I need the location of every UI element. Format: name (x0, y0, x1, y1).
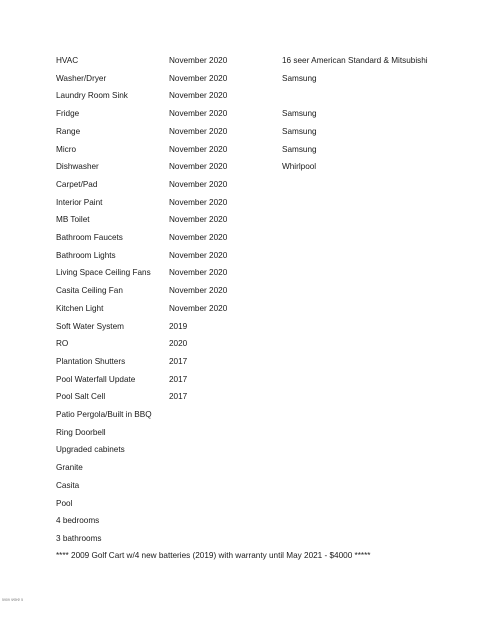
list-item (0, 496, 480, 512)
item-name: HVAC (56, 56, 79, 65)
item-name: Granite (56, 463, 83, 473)
list-item (0, 106, 480, 122)
list-item (0, 283, 480, 299)
item-name: Casita (56, 480, 80, 490)
item-date: November 2020 (169, 162, 228, 172)
list-item (0, 301, 480, 317)
item-name: Bathroom Faucets (56, 233, 123, 242)
list-item (0, 407, 480, 423)
item-date: November 2020 (169, 73, 228, 83)
item-date: November 2020 (169, 233, 228, 242)
item-name: Pool Salt Cell (56, 392, 106, 402)
list-item (0, 478, 480, 494)
list-item (0, 212, 480, 228)
item-date: November 2020 (169, 215, 228, 225)
list-item (0, 71, 480, 87)
item-date: 2020 (169, 339, 188, 349)
item-date: 2017 (169, 374, 188, 384)
item-date: November 2020 (169, 286, 228, 296)
list-item (0, 88, 480, 104)
item-date: 2017 (169, 356, 188, 366)
list-item (0, 513, 480, 529)
item-note: Samsung (282, 73, 317, 83)
item-date: November 2020 (169, 109, 228, 119)
item-date: 2017 (169, 392, 188, 402)
item-date: November 2020 (169, 303, 228, 313)
list-item (0, 354, 480, 370)
item-name: RO (56, 339, 69, 349)
item-date: November 2020 (169, 197, 228, 207)
item-note: 16 seer American Standard & Mitsubishi (282, 56, 428, 65)
item-name: Interior Paint (56, 197, 103, 207)
list-item (0, 425, 480, 441)
item-date: November 2020 (169, 144, 228, 154)
item-name: 3 bathrooms (56, 533, 102, 543)
item-name: Pool (56, 498, 73, 508)
item-name: Soft Water System (56, 321, 124, 331)
item-name: 4 bedrooms (56, 516, 100, 526)
page-footer: 5909 ΨΘΙΦ 5 (2, 598, 24, 602)
item-name: Ring Doorbell (56, 427, 106, 437)
item-date: November 2020 (169, 126, 228, 136)
item-date: 2019 (169, 321, 188, 331)
item-name: Patio Pergola/Built in BBQ (56, 410, 152, 419)
item-name: Casita Ceiling Fan (56, 286, 123, 296)
item-date: November 2020 (169, 268, 228, 278)
list-item (0, 124, 480, 140)
item-date: November 2020 (169, 56, 228, 65)
item-date: November 2020 (169, 91, 228, 101)
list-item (0, 336, 480, 352)
golf-cart-note: **** 2009 Golf Cart w/4 new batteries (2019) with warranty until May 2021 - $4000 ***** (56, 551, 371, 560)
item-name: MB Toilet (56, 215, 90, 225)
item-name: Laundry Room Sink (56, 91, 128, 101)
item-note: Samsung (282, 126, 317, 136)
list-item (0, 248, 480, 264)
item-date: November 2020 (169, 250, 228, 260)
item-note: Samsung (282, 144, 317, 154)
list-item (0, 177, 480, 193)
list-item (0, 53, 480, 69)
list-item (0, 372, 480, 388)
item-name: Micro (56, 144, 77, 154)
list-item (0, 319, 480, 335)
item-name: Fridge (56, 109, 80, 119)
list-item (0, 460, 480, 476)
item-name: Living Space Ceiling Fans (56, 268, 151, 278)
list-item (0, 265, 480, 281)
list-item (0, 195, 480, 211)
list-item (0, 389, 480, 405)
item-name: Dishwasher (56, 162, 99, 172)
item-name: Pool Waterfall Update (56, 374, 136, 384)
list-item (0, 531, 480, 547)
list-item (0, 442, 480, 458)
item-note: Whirlpool (282, 162, 317, 172)
item-date: November 2020 (169, 179, 228, 189)
list-item (0, 159, 480, 175)
item-note: Samsung (282, 109, 317, 119)
item-name: Upgraded cabinets (56, 445, 125, 455)
item-name: Kitchen Light (56, 303, 104, 313)
item-name: Plantation Shutters (56, 356, 126, 366)
list-item (0, 142, 480, 158)
list-item (0, 230, 480, 246)
item-name: Bathroom Lights (56, 250, 116, 260)
item-name: Washer/Dryer (56, 73, 107, 83)
item-name: Range (56, 126, 81, 136)
item-name: Carpet/Pad (56, 179, 98, 189)
